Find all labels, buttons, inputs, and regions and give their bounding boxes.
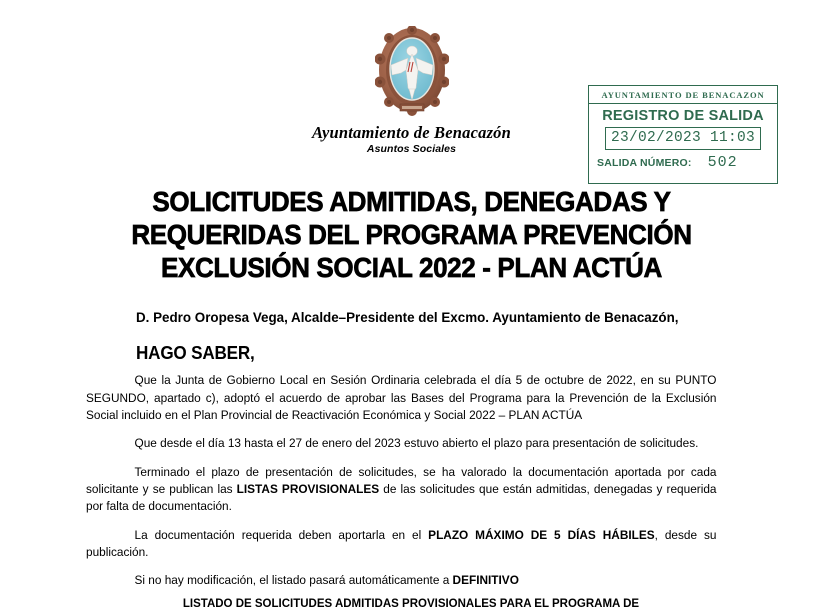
paragraph-definitive-pre: Si no hay modificación, el listado pasará automáticamente a	[134, 573, 453, 588]
paragraph-application-period-text: Que desde el día 13 hasta el 27 de enero del 2023 estuvo abierto el plazo para presentación de solicitudes.	[134, 436, 699, 451]
stamp-organization: AYUNTAMIENTO DE BENACAZON	[589, 90, 777, 104]
stamp-datetime: 23/02/2023 11:03	[605, 127, 761, 150]
paragraph-deadline	[86, 527, 717, 562]
document-body	[86, 308, 736, 590]
document-title-line-1: SOLICITUDES ADMITIDAS, DENEGADAS Y	[152, 186, 671, 217]
cut-off-list-heading: LISTADO DE SOLICITUDES ADMITIDAS PROVISIONALES PARA EL PROGRAMA DE	[182, 598, 640, 608]
paragraph-provisional-lists-post: de las solicitudes que están admitidas, denegadas y requerida por falta de documentación.	[86, 482, 717, 514]
document-title-line-3: EXCLUSIÓN SOCIAL 2022 - PLAN ACTÚA	[160, 251, 662, 283]
letterhead-organization: Ayuntamiento de Benacazón	[311, 123, 512, 142]
registro-salida-stamp	[588, 85, 778, 184]
coat-of-arms-icon	[375, 26, 449, 118]
paragraph-definitive	[86, 572, 717, 589]
document-title-line-2: REQUERIDAS DEL PROGRAMA PREVENCIÓN	[131, 218, 692, 250]
document-title	[70, 186, 754, 284]
stamp-title: REGISTRO DE SALIDA	[602, 108, 764, 125]
letterhead-department: Asuntos Sociales	[366, 143, 457, 156]
deadline-emphasis: PLAZO MÁXIMO DE 5 DÍAS HÁBILES	[428, 527, 655, 542]
provisional-lists-emphasis: LISTAS PROVISIONALES	[236, 482, 380, 497]
paragraph-deadline-post: , desde su publicación.	[86, 527, 717, 560]
stamp-number-value: 502	[707, 154, 738, 172]
paragraph-provisional-lists-pre: Terminado el plazo de presentación de solicitudes, se ha valorado la documentación aportada por cada solicitante y se publican las	[86, 464, 717, 497]
paragraph-agreement-text: Que la Junta de Gobierno Local en Sesión Ordinaria celebrada el día 5 de octubre de 2022, en su PUNTO SEGUNDO, apartado c), adoptó el acuerdo de aprobar las Bases del Programa para la Prevención de la Exclusión Social incluido en el Plan Provincial de Reactivación Económica y Social 2022 – PLAN ACTÚA	[86, 373, 717, 423]
paragraph-deadline-pre: La documentación requerida deben aportarla en el	[134, 527, 429, 542]
paragraph-provisional-lists	[86, 464, 717, 516]
declaration-heading: HAGO SABER,	[136, 343, 255, 364]
definitive-emphasis: DEFINITIVO	[452, 573, 519, 588]
paragraph-application-period	[86, 435, 717, 452]
paragraph-agreement	[86, 372, 717, 424]
mayor-statement: D. Pedro Oropesa Vega, Alcalde–Presidente del Excmo. Ayuntamiento de Benacazón,	[136, 310, 679, 325]
stamp-number-label: SALIDA NÚMERO:	[597, 157, 692, 170]
stamp-number-row	[595, 154, 771, 171]
